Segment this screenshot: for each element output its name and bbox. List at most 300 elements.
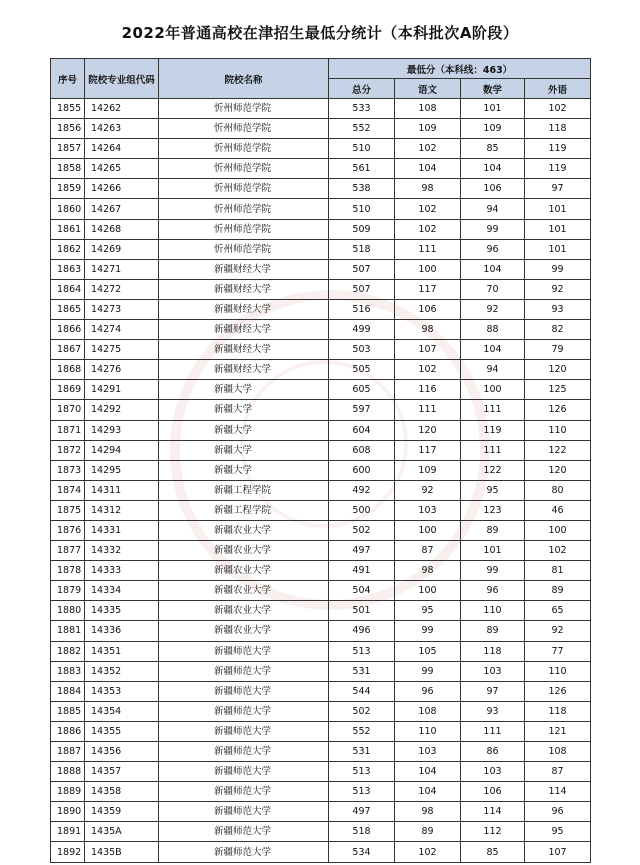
- table-row: [51, 179, 591, 199]
- cell-code: 14271: [85, 259, 159, 279]
- cell-foreign: 82: [525, 320, 591, 340]
- cell-foreign: 107: [525, 842, 591, 862]
- cell-chinese: 102: [395, 199, 461, 219]
- cell-chinese: 111: [395, 400, 461, 420]
- cell-chinese: 107: [395, 340, 461, 360]
- cell-seq: 1874: [51, 480, 85, 500]
- cell-school: 忻州师范学院: [159, 179, 329, 199]
- cell-total: 497: [329, 802, 395, 822]
- cell-foreign: 119: [525, 159, 591, 179]
- cell-school: 新疆师范大学: [159, 782, 329, 802]
- cell-code: 14355: [85, 721, 159, 741]
- cell-total: 544: [329, 681, 395, 701]
- cell-math: 111: [461, 440, 525, 460]
- cell-code: 14276: [85, 360, 159, 380]
- cell-chinese: 102: [395, 219, 461, 239]
- cell-seq: 1877: [51, 541, 85, 561]
- cell-total: 504: [329, 581, 395, 601]
- cell-total: 507: [329, 259, 395, 279]
- cell-foreign: 102: [525, 99, 591, 119]
- table-row: [51, 400, 591, 420]
- cell-foreign: 92: [525, 621, 591, 641]
- cell-school: 新疆农业大学: [159, 520, 329, 540]
- cell-school: 忻州师范学院: [159, 239, 329, 259]
- table-row: [51, 340, 591, 360]
- cell-math: 92: [461, 299, 525, 319]
- cell-code: 14354: [85, 701, 159, 721]
- cell-chinese: 102: [395, 139, 461, 159]
- cell-total: 492: [329, 480, 395, 500]
- cell-foreign: 87: [525, 762, 591, 782]
- cell-school: 新疆师范大学: [159, 721, 329, 741]
- cell-code: 14265: [85, 159, 159, 179]
- header-total: 总分: [329, 79, 395, 99]
- cell-code: 14352: [85, 661, 159, 681]
- table-row: [51, 199, 591, 219]
- cell-total: 552: [329, 119, 395, 139]
- cell-foreign: 80: [525, 480, 591, 500]
- cell-seq: 1861: [51, 219, 85, 239]
- cell-foreign: 122: [525, 440, 591, 460]
- cell-foreign: 101: [525, 199, 591, 219]
- table-row: [51, 782, 591, 802]
- cell-chinese: 100: [395, 259, 461, 279]
- table-row: [51, 480, 591, 500]
- cell-foreign: 81: [525, 561, 591, 581]
- cell-foreign: 120: [525, 360, 591, 380]
- cell-code: 14274: [85, 320, 159, 340]
- cell-code: 14332: [85, 541, 159, 561]
- cell-total: 604: [329, 420, 395, 440]
- cell-code: 14264: [85, 139, 159, 159]
- cell-foreign: 126: [525, 681, 591, 701]
- cell-foreign: 65: [525, 601, 591, 621]
- cell-code: 1435A: [85, 822, 159, 842]
- cell-chinese: 117: [395, 279, 461, 299]
- header-code: 院校专业组代码: [85, 59, 159, 99]
- table-row: [51, 802, 591, 822]
- cell-seq: 1858: [51, 159, 85, 179]
- cell-math: 112: [461, 822, 525, 842]
- cell-code: 14335: [85, 601, 159, 621]
- cell-total: 597: [329, 400, 395, 420]
- cell-chinese: 108: [395, 701, 461, 721]
- cell-school: 新疆农业大学: [159, 621, 329, 641]
- cell-school: 忻州师范学院: [159, 119, 329, 139]
- cell-foreign: 108: [525, 742, 591, 762]
- header-foreign: 外语: [525, 79, 591, 99]
- cell-school: 新疆农业大学: [159, 541, 329, 561]
- cell-seq: 1875: [51, 500, 85, 520]
- cell-school: 忻州师范学院: [159, 139, 329, 159]
- table-row: [51, 440, 591, 460]
- cell-total: 605: [329, 380, 395, 400]
- cell-seq: 1870: [51, 400, 85, 420]
- cell-foreign: 79: [525, 340, 591, 360]
- cell-foreign: 89: [525, 581, 591, 601]
- cell-math: 100: [461, 380, 525, 400]
- cell-code: 14262: [85, 99, 159, 119]
- cell-math: 104: [461, 259, 525, 279]
- cell-school: 新疆财经大学: [159, 279, 329, 299]
- table-row: [51, 561, 591, 581]
- cell-foreign: 126: [525, 400, 591, 420]
- cell-total: 500: [329, 500, 395, 520]
- cell-total: 505: [329, 360, 395, 380]
- table-row: [51, 742, 591, 762]
- cell-total: 516: [329, 299, 395, 319]
- cell-foreign: 101: [525, 239, 591, 259]
- cell-total: 518: [329, 239, 395, 259]
- cell-foreign: 110: [525, 661, 591, 681]
- cell-math: 86: [461, 742, 525, 762]
- header-school: 院校名称: [159, 59, 329, 99]
- cell-chinese: 99: [395, 621, 461, 641]
- cell-chinese: 98: [395, 561, 461, 581]
- cell-math: 89: [461, 621, 525, 641]
- cell-seq: 1881: [51, 621, 85, 641]
- cell-school: 新疆师范大学: [159, 681, 329, 701]
- cell-code: 14267: [85, 199, 159, 219]
- table-row: [51, 661, 591, 681]
- cell-school: 新疆师范大学: [159, 742, 329, 762]
- table-row: [51, 159, 591, 179]
- cell-school: 新疆师范大学: [159, 661, 329, 681]
- cell-chinese: 120: [395, 420, 461, 440]
- cell-math: 101: [461, 99, 525, 119]
- table-row: [51, 119, 591, 139]
- cell-seq: 1878: [51, 561, 85, 581]
- cell-chinese: 106: [395, 299, 461, 319]
- cell-seq: 1859: [51, 179, 85, 199]
- cell-chinese: 87: [395, 541, 461, 561]
- cell-total: 561: [329, 159, 395, 179]
- header-chinese: 语文: [395, 79, 461, 99]
- cell-chinese: 117: [395, 440, 461, 460]
- cell-chinese: 98: [395, 320, 461, 340]
- cell-code: 14358: [85, 782, 159, 802]
- table-row: [51, 219, 591, 239]
- table-row: [51, 721, 591, 741]
- cell-school: 新疆工程学院: [159, 480, 329, 500]
- cell-code: 14311: [85, 480, 159, 500]
- cell-seq: 1886: [51, 721, 85, 741]
- cell-math: 110: [461, 601, 525, 621]
- cell-school: 忻州师范学院: [159, 159, 329, 179]
- cell-code: 14356: [85, 742, 159, 762]
- cell-school: 新疆农业大学: [159, 561, 329, 581]
- cell-school: 新疆大学: [159, 420, 329, 440]
- cell-foreign: 118: [525, 701, 591, 721]
- table-row: [51, 460, 591, 480]
- cell-seq: 1868: [51, 360, 85, 380]
- cell-math: 85: [461, 139, 525, 159]
- table-row: [51, 139, 591, 159]
- cell-code: 14294: [85, 440, 159, 460]
- cell-chinese: 104: [395, 159, 461, 179]
- cell-chinese: 116: [395, 380, 461, 400]
- cell-total: 502: [329, 520, 395, 540]
- cell-seq: 1888: [51, 762, 85, 782]
- cell-code: 1435B: [85, 842, 159, 862]
- page-title: 2022年普通高校在津招生最低分统计（本科批次A阶段）: [121, 24, 519, 42]
- cell-chinese: 100: [395, 520, 461, 540]
- cell-code: 14273: [85, 299, 159, 319]
- cell-math: 99: [461, 561, 525, 581]
- table-row: [51, 259, 591, 279]
- cell-total: 534: [329, 842, 395, 862]
- cell-math: 103: [461, 762, 525, 782]
- cell-school: 新疆师范大学: [159, 762, 329, 782]
- cell-chinese: 100: [395, 581, 461, 601]
- cell-total: 513: [329, 641, 395, 661]
- cell-seq: 1883: [51, 661, 85, 681]
- cell-total: 491: [329, 561, 395, 581]
- cell-seq: 1863: [51, 259, 85, 279]
- cell-math: 88: [461, 320, 525, 340]
- cell-chinese: 98: [395, 802, 461, 822]
- cell-code: 14293: [85, 420, 159, 440]
- cell-foreign: 119: [525, 139, 591, 159]
- cell-seq: 1871: [51, 420, 85, 440]
- cell-seq: 1880: [51, 601, 85, 621]
- cell-math: 94: [461, 360, 525, 380]
- cell-school: 新疆工程学院: [159, 500, 329, 520]
- header-seq: 序号: [51, 59, 85, 99]
- table-row: [51, 641, 591, 661]
- cell-school: 新疆财经大学: [159, 340, 329, 360]
- cell-foreign: 77: [525, 641, 591, 661]
- table-row: [51, 541, 591, 561]
- cell-seq: 1857: [51, 139, 85, 159]
- cell-chinese: 96: [395, 681, 461, 701]
- cell-math: 99: [461, 219, 525, 239]
- header-math: 数学: [461, 79, 525, 99]
- cell-total: 499: [329, 320, 395, 340]
- cell-foreign: 93: [525, 299, 591, 319]
- cell-school: 新疆大学: [159, 460, 329, 480]
- cell-total: 531: [329, 742, 395, 762]
- cell-seq: 1889: [51, 782, 85, 802]
- cell-seq: 1872: [51, 440, 85, 460]
- cell-code: 14275: [85, 340, 159, 360]
- cell-code: 14333: [85, 561, 159, 581]
- table-row: [51, 822, 591, 842]
- cell-school: 新疆农业大学: [159, 581, 329, 601]
- table-row: [51, 581, 591, 601]
- cell-school: 新疆财经大学: [159, 320, 329, 340]
- cell-foreign: 97: [525, 179, 591, 199]
- table-row: [51, 621, 591, 641]
- cell-code: 14334: [85, 581, 159, 601]
- cell-chinese: 108: [395, 99, 461, 119]
- cell-foreign: 92: [525, 279, 591, 299]
- cell-math: 96: [461, 581, 525, 601]
- table-row: [51, 99, 591, 119]
- cell-chinese: 102: [395, 360, 461, 380]
- cell-code: 14268: [85, 219, 159, 239]
- cell-total: 510: [329, 199, 395, 219]
- cell-seq: 1864: [51, 279, 85, 299]
- score-table: [50, 58, 591, 863]
- cell-total: 552: [329, 721, 395, 741]
- cell-math: 106: [461, 782, 525, 802]
- cell-foreign: 99: [525, 259, 591, 279]
- cell-chinese: 109: [395, 460, 461, 480]
- cell-seq: 1887: [51, 742, 85, 762]
- table-row: [51, 279, 591, 299]
- cell-code: 14359: [85, 802, 159, 822]
- cell-school: 新疆财经大学: [159, 360, 329, 380]
- cell-total: 513: [329, 762, 395, 782]
- table-row: [51, 681, 591, 701]
- cell-school: 忻州师范学院: [159, 199, 329, 219]
- cell-school: 新疆师范大学: [159, 802, 329, 822]
- cell-code: 14295: [85, 460, 159, 480]
- table-row: [51, 320, 591, 340]
- cell-math: 95: [461, 480, 525, 500]
- cell-school: 忻州师范学院: [159, 219, 329, 239]
- cell-school: 新疆大学: [159, 400, 329, 420]
- cell-code: 14351: [85, 641, 159, 661]
- cell-code: 14272: [85, 279, 159, 299]
- cell-math: 97: [461, 681, 525, 701]
- cell-chinese: 95: [395, 601, 461, 621]
- cell-math: 89: [461, 520, 525, 540]
- cell-chinese: 105: [395, 641, 461, 661]
- cell-seq: 1867: [51, 340, 85, 360]
- table-row: [51, 239, 591, 259]
- cell-chinese: 98: [395, 179, 461, 199]
- cell-math: 119: [461, 420, 525, 440]
- cell-total: 513: [329, 782, 395, 802]
- cell-school: 新疆大学: [159, 440, 329, 460]
- cell-math: 70: [461, 279, 525, 299]
- cell-code: 14269: [85, 239, 159, 259]
- cell-school: 新疆师范大学: [159, 822, 329, 842]
- cell-school: 新疆师范大学: [159, 641, 329, 661]
- cell-foreign: 121: [525, 721, 591, 741]
- cell-seq: 1855: [51, 99, 85, 119]
- cell-chinese: 92: [395, 480, 461, 500]
- cell-math: 118: [461, 641, 525, 661]
- cell-code: 14357: [85, 762, 159, 782]
- cell-seq: 1885: [51, 701, 85, 721]
- cell-school: 新疆财经大学: [159, 299, 329, 319]
- cell-total: 507: [329, 279, 395, 299]
- table-row: [51, 520, 591, 540]
- cell-school: 新疆师范大学: [159, 701, 329, 721]
- table-row: [51, 762, 591, 782]
- cell-seq: 1876: [51, 520, 85, 540]
- cell-total: 510: [329, 139, 395, 159]
- cell-math: 94: [461, 199, 525, 219]
- cell-foreign: 120: [525, 460, 591, 480]
- cell-foreign: 110: [525, 420, 591, 440]
- cell-math: 123: [461, 500, 525, 520]
- cell-math: 114: [461, 802, 525, 822]
- cell-code: 14291: [85, 380, 159, 400]
- cell-chinese: 109: [395, 119, 461, 139]
- cell-math: 96: [461, 239, 525, 259]
- cell-math: 106: [461, 179, 525, 199]
- cell-code: 14312: [85, 500, 159, 520]
- cell-code: 14353: [85, 681, 159, 701]
- cell-seq: 1862: [51, 239, 85, 259]
- header-min-score-group: 最低分（本科线：463）: [329, 59, 591, 79]
- table-row: [51, 420, 591, 440]
- table-row: [51, 299, 591, 319]
- table-row: [51, 380, 591, 400]
- cell-math: 109: [461, 119, 525, 139]
- cell-total: 503: [329, 340, 395, 360]
- cell-chinese: 103: [395, 500, 461, 520]
- cell-total: 531: [329, 661, 395, 681]
- cell-seq: 1879: [51, 581, 85, 601]
- cell-seq: 1869: [51, 380, 85, 400]
- cell-chinese: 110: [395, 721, 461, 741]
- cell-chinese: 102: [395, 842, 461, 862]
- cell-total: 497: [329, 541, 395, 561]
- cell-math: 85: [461, 842, 525, 862]
- cell-school: 新疆大学: [159, 380, 329, 400]
- cell-chinese: 104: [395, 782, 461, 802]
- cell-foreign: 118: [525, 119, 591, 139]
- cell-school: 新疆师范大学: [159, 842, 329, 862]
- cell-foreign: 101: [525, 219, 591, 239]
- cell-school: 忻州师范学院: [159, 99, 329, 119]
- cell-total: 509: [329, 219, 395, 239]
- cell-foreign: 100: [525, 520, 591, 540]
- cell-foreign: 102: [525, 541, 591, 561]
- cell-math: 104: [461, 159, 525, 179]
- table-row: [51, 500, 591, 520]
- cell-seq: 1856: [51, 119, 85, 139]
- cell-school: 新疆财经大学: [159, 259, 329, 279]
- cell-seq: 1873: [51, 460, 85, 480]
- cell-total: 518: [329, 822, 395, 842]
- cell-seq: 1892: [51, 842, 85, 862]
- cell-code: 14263: [85, 119, 159, 139]
- cell-code: 14292: [85, 400, 159, 420]
- cell-seq: 1866: [51, 320, 85, 340]
- cell-total: 538: [329, 179, 395, 199]
- cell-math: 103: [461, 661, 525, 681]
- cell-seq: 1884: [51, 681, 85, 701]
- cell-foreign: 114: [525, 782, 591, 802]
- table-row: [51, 601, 591, 621]
- cell-math: 111: [461, 721, 525, 741]
- cell-school: 新疆农业大学: [159, 601, 329, 621]
- cell-seq: 1860: [51, 199, 85, 219]
- cell-math: 101: [461, 541, 525, 561]
- cell-code: 14331: [85, 520, 159, 540]
- cell-math: 93: [461, 701, 525, 721]
- cell-foreign: 125: [525, 380, 591, 400]
- table-row: [51, 360, 591, 380]
- cell-chinese: 99: [395, 661, 461, 681]
- cell-foreign: 46: [525, 500, 591, 520]
- cell-total: 533: [329, 99, 395, 119]
- cell-total: 608: [329, 440, 395, 460]
- cell-seq: 1865: [51, 299, 85, 319]
- cell-chinese: 89: [395, 822, 461, 842]
- cell-math: 111: [461, 400, 525, 420]
- cell-seq: 1882: [51, 641, 85, 661]
- cell-chinese: 103: [395, 742, 461, 762]
- table-row: [51, 842, 591, 862]
- cell-math: 104: [461, 340, 525, 360]
